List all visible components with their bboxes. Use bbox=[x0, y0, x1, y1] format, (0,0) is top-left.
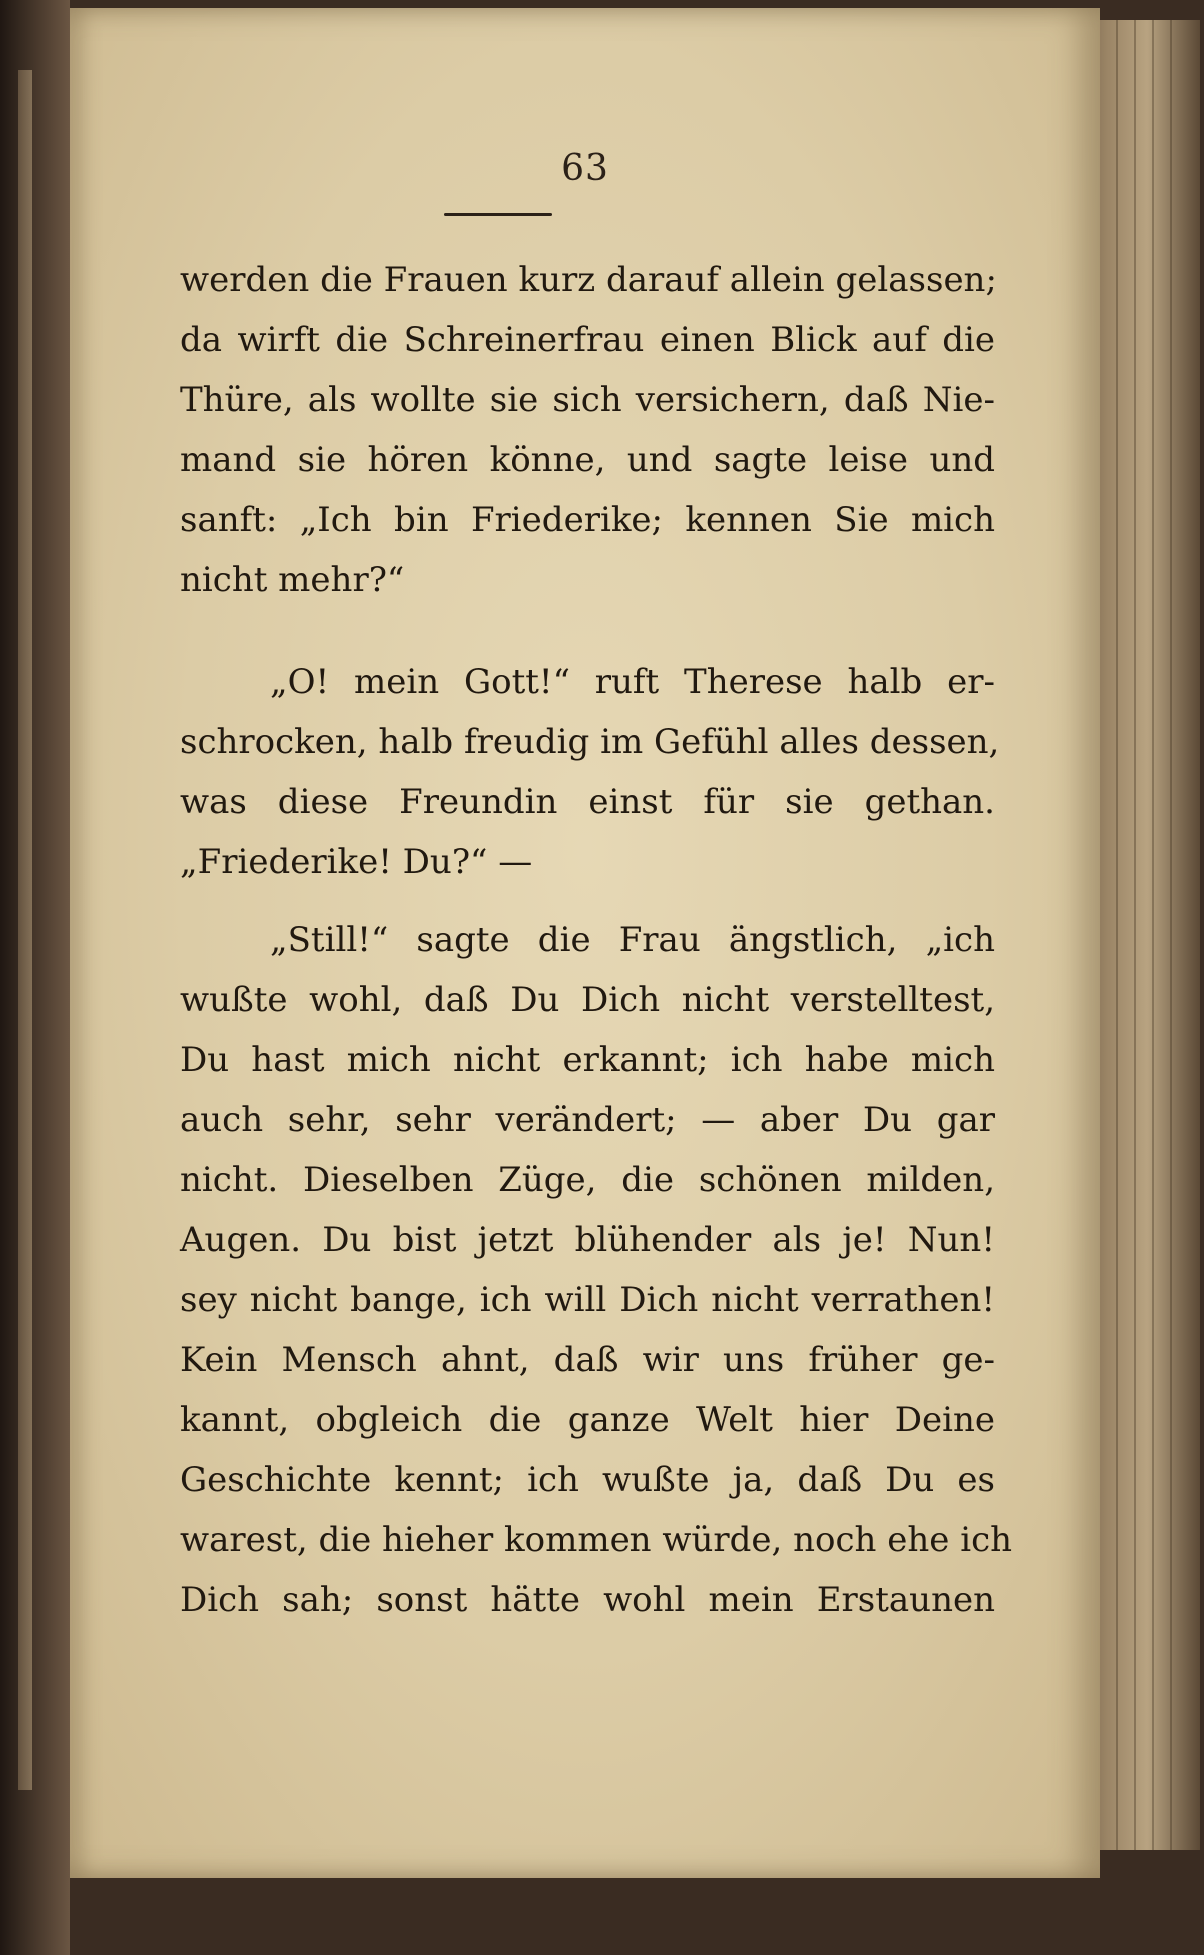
text-line: nicht mehr?“ bbox=[180, 560, 405, 600]
text-line: da wirft die Schreinerfrau einen Blick auf die bbox=[180, 320, 995, 360]
page-edge-line bbox=[1116, 20, 1118, 1850]
page-edge-line bbox=[1134, 20, 1136, 1850]
text-line: „O! mein Gott!“ ruft Therese halb er- bbox=[270, 662, 995, 702]
text-line: Du hast mich nicht erkannt; ich habe mich bbox=[180, 1040, 995, 1080]
text-line: sanft: „Ich bin Friederike; kennen Sie mich bbox=[180, 500, 995, 540]
text-line: Kein Mensch ahnt, daß wir uns früher ge- bbox=[180, 1340, 995, 1380]
text-line: Thüre, als wollte sie sich versichern, daß Nie- bbox=[180, 380, 995, 420]
text-line: Geschichte kennt; ich wußte ja, daß Du es bbox=[180, 1460, 995, 1500]
book-cover-left bbox=[0, 0, 70, 1955]
text-line: „Friederike! Du?“ — bbox=[180, 842, 533, 882]
text-line: Augen. Du bist jetzt blühender als je! Nun! bbox=[180, 1220, 995, 1260]
page-edge-line bbox=[1152, 20, 1154, 1850]
previous-page-edge bbox=[18, 70, 32, 1790]
text-line: kannt, obgleich die ganze Welt hier Deine bbox=[180, 1400, 995, 1440]
text-line: mand sie hören könne, und sagte leise und bbox=[180, 440, 995, 480]
text-line: Dich sah; sonst hätte wohl mein Erstaunen bbox=[180, 1580, 995, 1620]
text-line: wußte wohl, daß Du Dich nicht verstelltest, bbox=[180, 980, 995, 1020]
page-edge-line bbox=[1170, 20, 1172, 1850]
text-line: sey nicht bange, ich will Dich nicht verrathen! bbox=[180, 1280, 995, 1320]
header-rule bbox=[444, 213, 552, 216]
text-line: werden die Frauen kurz darauf allein gelassen; bbox=[180, 260, 997, 300]
text-line: nicht. Dieselben Züge, die schönen milden, bbox=[180, 1160, 995, 1200]
text-line: auch sehr, sehr verändert; — aber Du gar bbox=[180, 1100, 995, 1140]
page-number: 63 bbox=[561, 148, 609, 189]
text-line: „Still!“ sagte die Frau ängstlich, „ich bbox=[270, 920, 995, 960]
book-page bbox=[70, 8, 1100, 1878]
text-line: was diese Freundin einst für sie gethan. bbox=[180, 782, 995, 822]
text-line: warest, die hieher kommen würde, noch ehe ich bbox=[180, 1520, 1013, 1560]
text-line: schrocken, halb freudig im Gefühl alles dessen, bbox=[180, 722, 1000, 762]
